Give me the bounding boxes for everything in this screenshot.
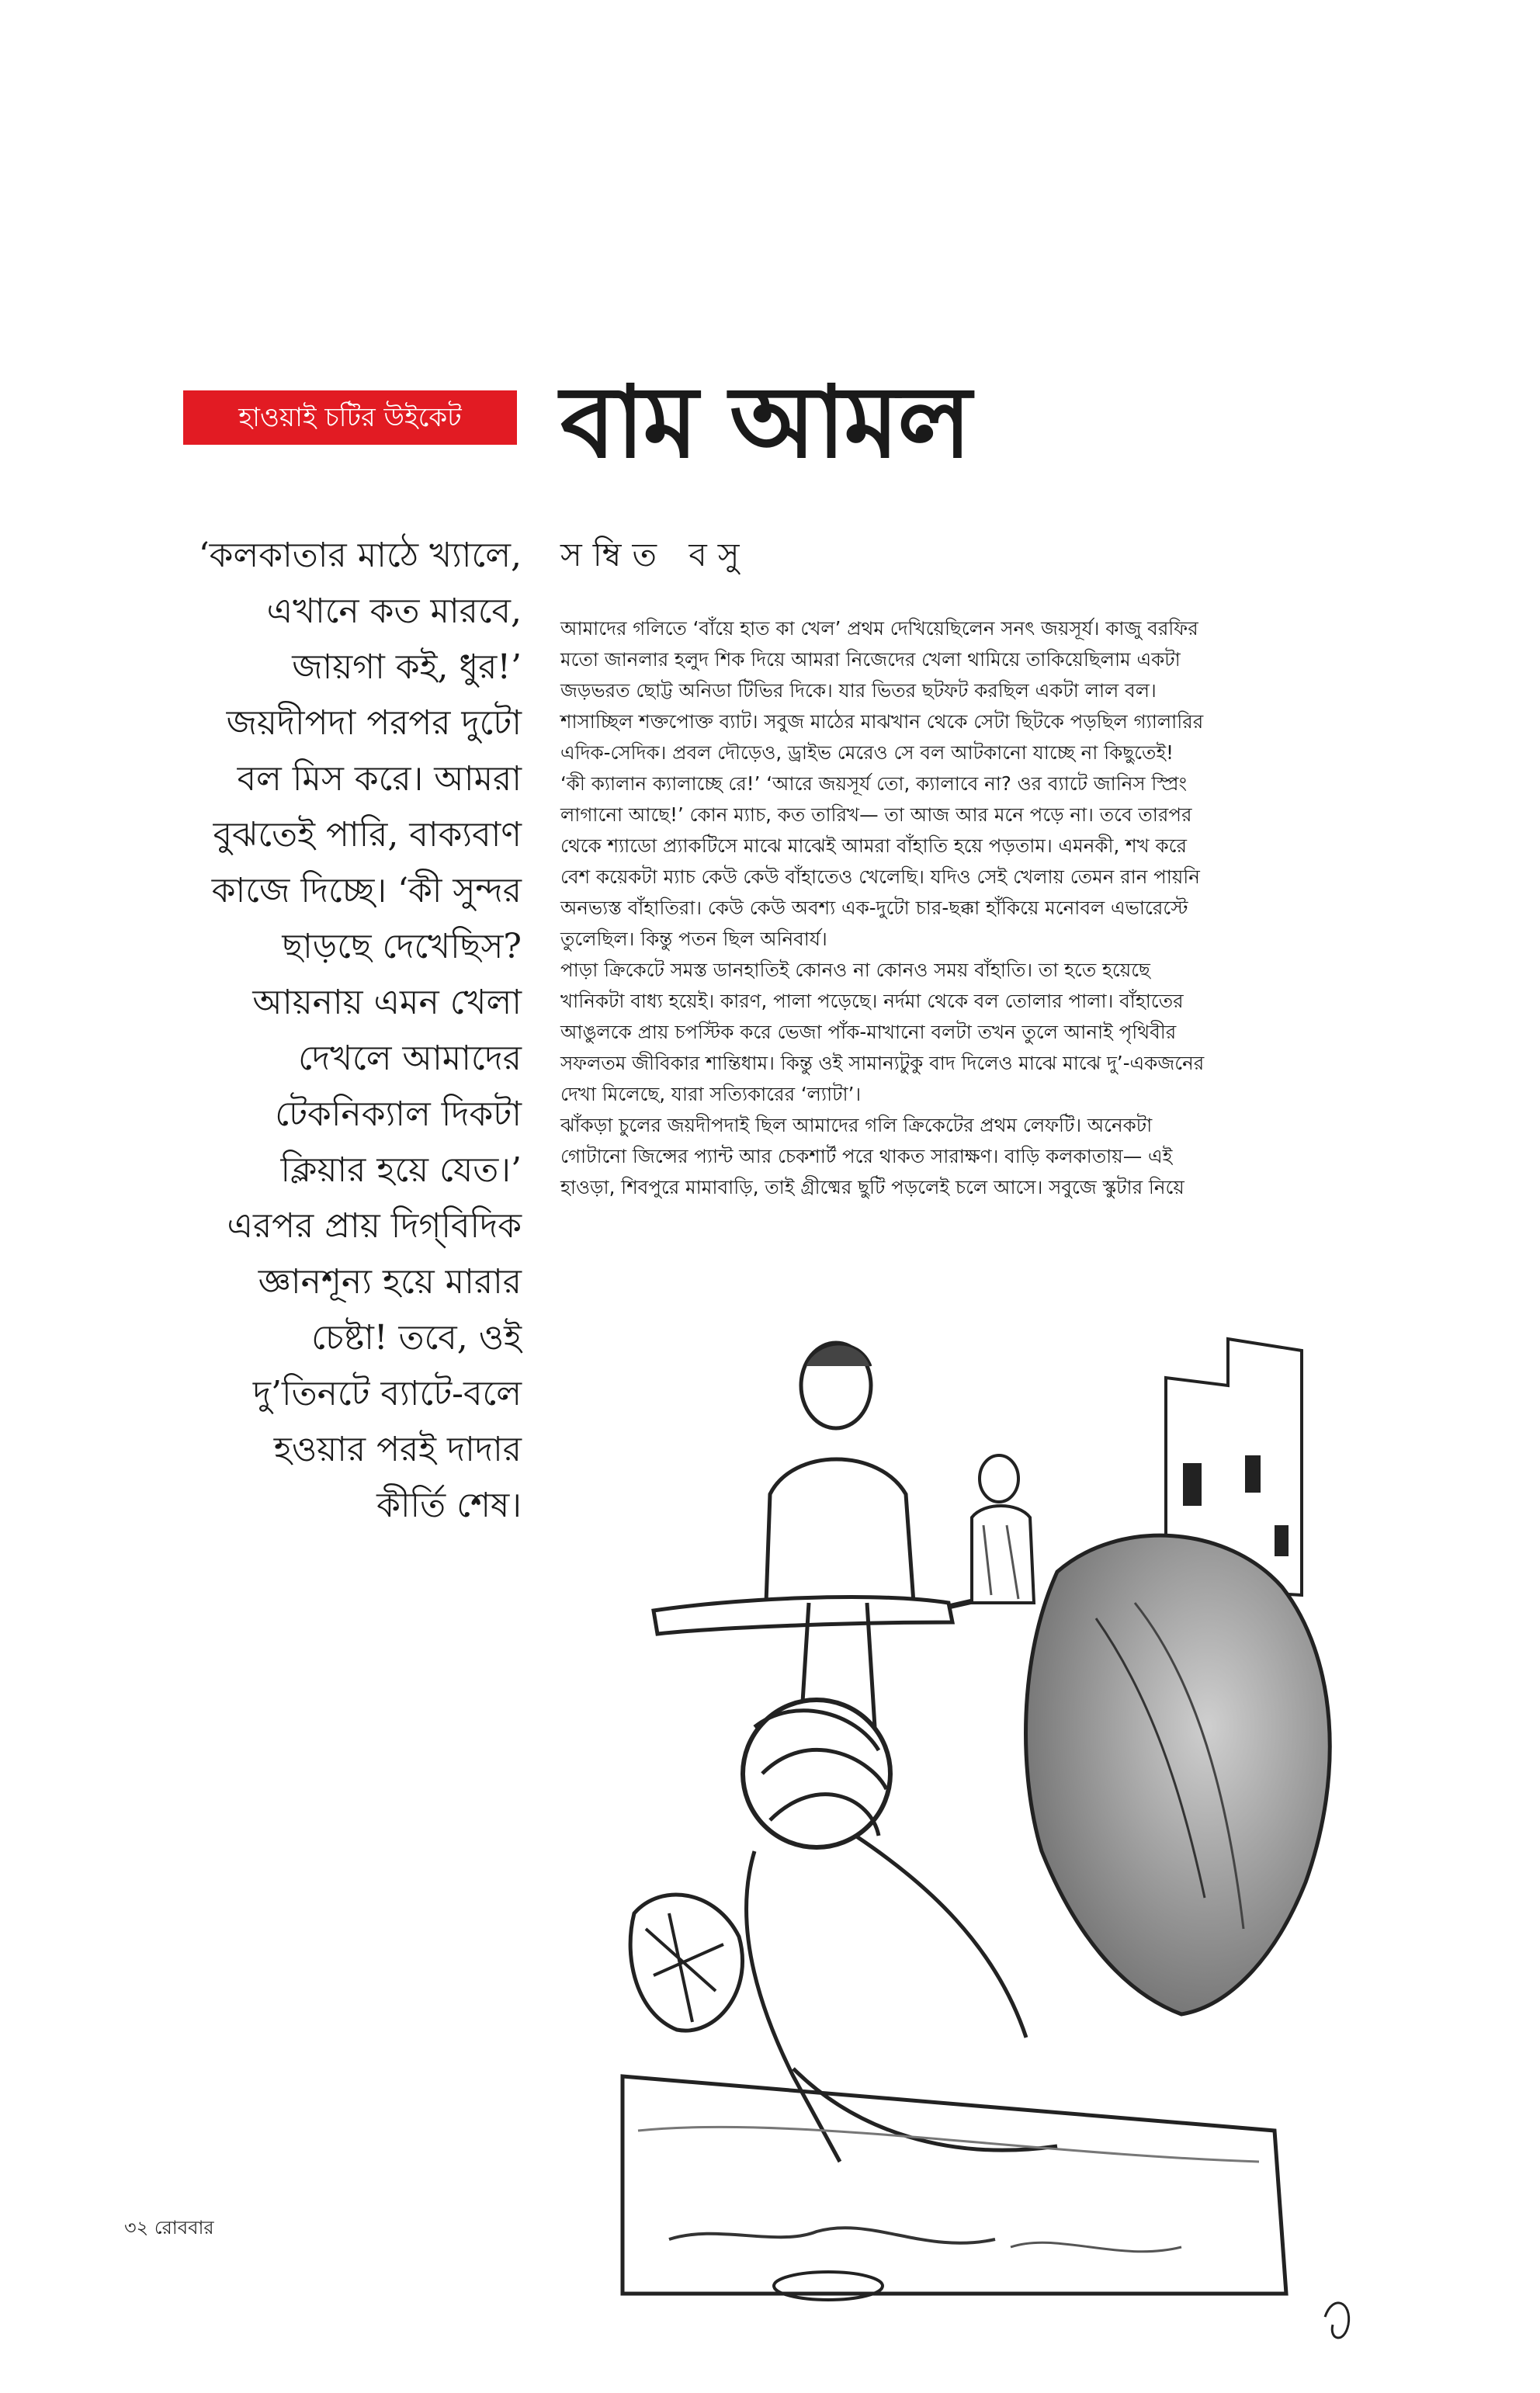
article-text-line: সফলতম জীবিকার শান্তিধাম। কিন্তু ওই সামান্যটুকু বাদ দিলেও মাঝে মাঝে দু’-একজনের: [560, 1052, 1205, 1074]
pull-quote-line: ক্লিয়ার হয়ে যেত।’: [280, 1150, 522, 1190]
cricket-sketch-illustration: [560, 1292, 1391, 2375]
pull-quote-line: কীর্তি শেষ।: [376, 1486, 522, 1525]
article-text-line: অনভ্যস্ত বাঁহাতিরা। কেউ কেউ অবশ্য এক-দুটো চার-ছক্কা হাঁকিয়ে মনোবল এভারেস্টে: [560, 897, 1188, 919]
article-text-line: মতো জানলার হলুদ শিক দিয়ে আমরা নিজেদের খেলা থামিয়ে তাকিয়েছিলাম একটা: [560, 648, 1181, 671]
article-text-line: বেশ কয়েকটা ম্যাচ কেউ কেউ বাঁহাতেও খেলেছি। যদিও সেই খেলায় তেমন রান পায়নি: [560, 865, 1200, 888]
article-text-line: আঙুলকে প্রায় চপস্টিক করে ভেজা পাঁক-মাখানো বলটা তখন তুলে আনাই পৃথিবীর: [560, 1021, 1177, 1043]
pull-quote-line: এরপর প্রায় দিগ্‌বিদিক: [227, 1206, 522, 1246]
article-text-line: এদিক-সেদিক। প্রবল দৌড়েও, ড্রাইভ মেরেও সে বল আটকানো যাচ্ছে না কিছুতেই!: [560, 741, 1174, 764]
article-text-line: খানিকটা বাধ্য হয়েই। কারণ, পালা পড়েছে। নর্দমা থেকে বল তোলার পালা। বাঁহাতের: [560, 990, 1184, 1012]
pull-quote-line: ছাড়ছে দেখেছিস?: [282, 927, 522, 966]
pull-quote: [124, 528, 522, 1534]
pull-quote-line: বুঝতেই পারি, বাক্যবাণ: [213, 815, 522, 855]
pull-quote-line: এখানে কত মারবে,: [266, 591, 522, 631]
article-text-line: গোটানো জিন্সের প্যান্ট আর চেকশার্ট পরে থাকত সারাক্ষণ। বাড়ি কলকাতায়— এই: [560, 1145, 1173, 1167]
article-text-line: ‘কী ক্যালান ক্যালাচ্ছে রে!’ ‘আরে জয়সূর্য তো, ক্যালাবে না? ওর ব্যাটে জানিস স্প্রিং: [560, 772, 1188, 795]
article-body: [560, 613, 1403, 1203]
article-text-line: হাওড়া, শিবপুরে মামাবাড়ি, তাই গ্রীষ্মের ছুটি পড়লেই চলে আসে। সবুজে স্কুটার নিয়ে: [560, 1176, 1184, 1198]
pull-quote-line: হওয়ার পরই দাদার: [273, 1430, 522, 1469]
page-folio: ৩২ রোববার: [124, 2217, 214, 2239]
article-text-line: শাসাচ্ছিল শক্তপোক্ত ব্যাট। সবুজ মাঠের মাঝখান থেকে সেটা ছিটকে পড়ছিল গ্যালারির: [560, 710, 1204, 733]
pull-quote-line: দু’তিনটে ব্যাটে-বলে: [252, 1374, 522, 1413]
article-text-line: আমাদের গলিতে ‘বাঁয়ে হাত কা খেল’ প্রথম দেখিয়েছিলেন সনৎ জয়সূর্য। কাজু বরফির: [560, 617, 1198, 640]
pull-quote-line: বল মিস করে। আমরা: [237, 759, 522, 799]
pull-quote-line: দেখলে আমাদের: [298, 1039, 522, 1078]
article-text-line: লাগানো আছে!’ কোন ম্যাচ, কত তারিখ— তা আজ আর মনে পড়ে না। তবে তারপর: [560, 803, 1192, 826]
section-kicker: হাওয়াই চটির উইকেট: [183, 390, 517, 445]
article-text-line: ঝাঁকড়া চুলের জয়দীপদাই ছিল আমাদের গলি ক্রিকেটের প্রথম লেফটি। অনেকটা: [560, 1114, 1153, 1136]
pull-quote-line: চেষ্টা! তবে, ওই: [311, 1318, 522, 1358]
pull-quote-line: জয়দীপদা পরপর দুটো: [226, 703, 522, 743]
article-text-line: পাড়া ক্রিকেটে সমস্ত ডানহাতিই কোনও না কোনও সময় বাঁহাতি। তা হতে হয়েছে: [560, 959, 1150, 981]
article-text-line: থেকে শ্যাডো প্র্যাকটিসে মাঝে মাঝেই আমরা বাঁহাতি হয়ে পড়তাম। এমনকী, শখ করে: [560, 834, 1187, 857]
pull-quote-line: ‘কলকাতার মাঠে খ্যালে,: [198, 536, 522, 575]
pull-quote-line: আয়নায় এমন খেলা: [252, 983, 522, 1022]
byline: সম্বিত বসু: [560, 536, 751, 574]
article-text-line: দেখা মিলেছে, যারা সত্যিকারের ‘ল্যাটা’।: [560, 1083, 862, 1105]
pull-quote-line: জ্ঞানশূন্য হয়ে মারার: [258, 1262, 522, 1302]
headline: বাম আমল: [560, 365, 970, 480]
pull-quote-line: জায়গা কই, ধুর!’: [292, 647, 522, 687]
article-text-line: জড়ভরত ছোট্ট অনিডা টিভির দিকে। যার ভিতর ছটফট করছিল একটা লাল বল।: [560, 679, 1157, 702]
pull-quote-line: কাজে দিচ্ছে। ‘কী সুন্দর: [211, 871, 522, 910]
pull-quote-line: টেকনিক্যাল দিকটা: [275, 1094, 522, 1134]
article-text-line: তুলেছিল। কিন্তু পতন ছিল অনিবার্য।: [560, 928, 827, 950]
